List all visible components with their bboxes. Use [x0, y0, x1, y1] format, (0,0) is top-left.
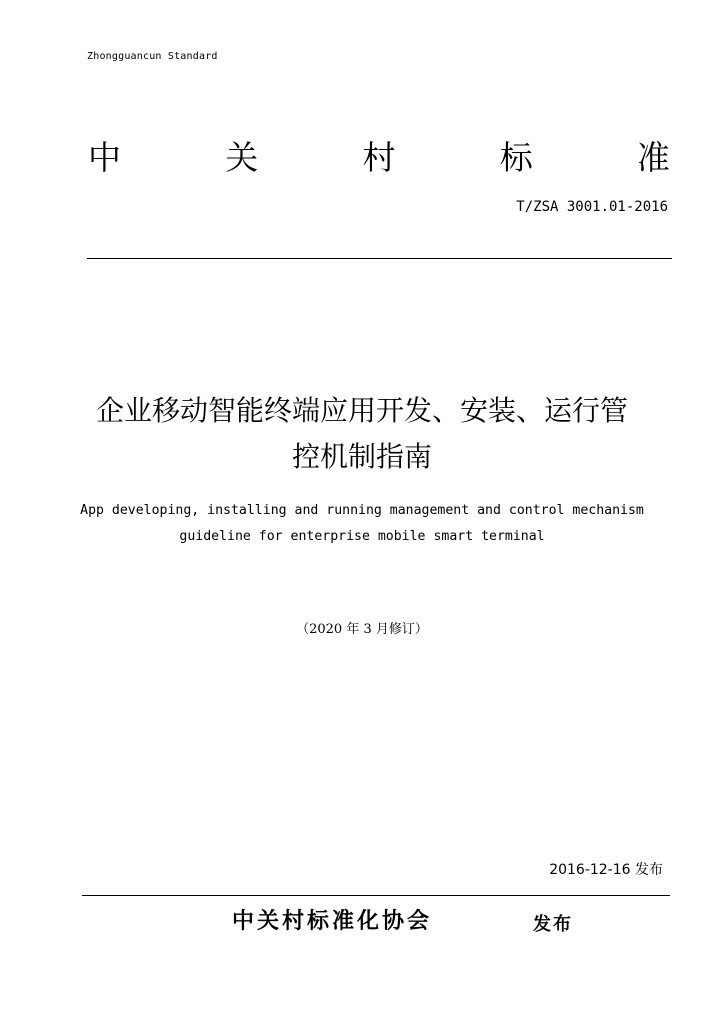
series-name-en: Zhongguancun Standard	[87, 51, 218, 62]
publish-label: 发布	[533, 914, 573, 935]
publisher-name: 中关村标准化协会	[232, 909, 433, 934]
document-title-en-line: App developing, installing and running management and control mechanism	[80, 503, 644, 518]
publish-date: 2016-12-16 发布	[549, 862, 663, 878]
standard-title-char: 标	[499, 138, 533, 177]
document-title-en	[20, 498, 704, 550]
header-divider	[87, 258, 672, 259]
document-title-line: 企业移动智能终端应用开发、安装、运行管	[95, 394, 628, 427]
standard-title-char: 准	[637, 138, 670, 177]
standard-title-char: 村	[362, 138, 396, 177]
document-title	[40, 388, 684, 480]
standard-category-title	[88, 136, 670, 180]
standard-code: T/ZSA 3001.01-2016	[516, 199, 668, 215]
revision-note: （2020 年 3 月修订）	[296, 622, 428, 637]
document-title-line: 控机制指南	[291, 440, 432, 473]
standard-title-char: 关	[225, 138, 259, 177]
footer-divider	[82, 895, 670, 896]
document-title-en-line: guideline for enterprise mobile smart terminal	[179, 529, 545, 544]
standard-title-char: 中	[88, 138, 121, 177]
